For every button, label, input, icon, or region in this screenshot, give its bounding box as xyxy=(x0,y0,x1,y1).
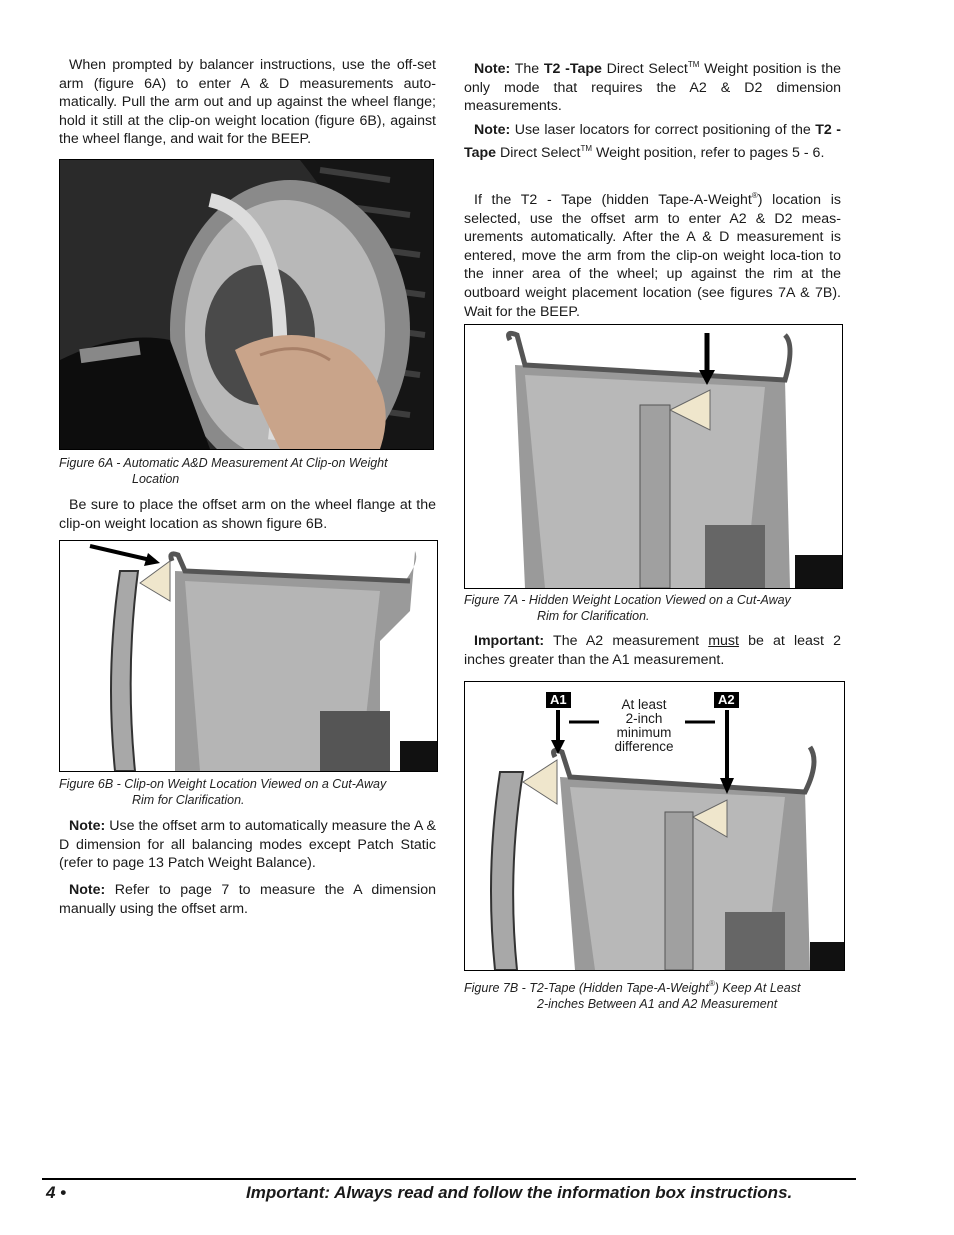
important-text: be at least 2 inches greater than the A1 measurement. xyxy=(464,633,841,668)
caption-line: Figure 7A - Hidden Weight Location Viewed on a Cut-Away xyxy=(464,593,791,607)
registered-symbol: ® xyxy=(708,979,715,988)
caption-line: 2-inches Between A1 and A2 Measurement xyxy=(537,997,778,1011)
note-line: minimum xyxy=(616,725,672,740)
paragraph: When prompted by balancer instructions, use the off-set arm (figure 6A) to enter A & D measurements auto-matically. Pull the arm out and up against the wheel flange; hold it still at the clip-on weight location (figure 6B), against the wheel flange, and wait for the BEEP. xyxy=(59,57,436,148)
figure-6b-photo xyxy=(59,540,438,772)
page-number: 4 • xyxy=(46,1183,67,1202)
note-label: Note: xyxy=(69,882,106,898)
registered-symbol: ® xyxy=(751,191,758,200)
important-underline: must xyxy=(708,633,739,649)
note-text: Direct Select xyxy=(601,61,688,77)
figure-6a-photo xyxy=(59,159,434,450)
a2-label: A2 xyxy=(714,692,739,708)
right-para-3 xyxy=(464,187,841,321)
caption-text: Figure 7B - T2-Tape (Hidden Tape-A-Weight xyxy=(464,981,709,995)
caption-line: Rim for Clarification. xyxy=(537,609,650,623)
right-note-3 xyxy=(464,56,841,116)
figure-6a-image xyxy=(60,160,433,449)
left-note-1 xyxy=(59,817,436,873)
note-text: Weight position, refer to pages 5 - 6. xyxy=(592,144,825,161)
right-important xyxy=(464,632,841,669)
caption-line: Rim for Clarification. xyxy=(132,793,245,807)
note-line: 2-inch xyxy=(625,711,663,726)
note-line: difference xyxy=(614,739,674,754)
note-text: The xyxy=(510,61,544,77)
caption-line: Figure 6A - Automatic A&D Measurement At Clip-on Weight xyxy=(59,456,388,470)
figure-6b-image xyxy=(60,541,437,771)
minimum-difference-note xyxy=(600,698,688,754)
important-text: The A2 measurement xyxy=(544,633,709,649)
note-text: Use the offset arm to automatically measure the A & D dimension for all balancing modes except Patch Static (refer to page 13 Patch Weight Balance). xyxy=(59,818,436,872)
right-note-4 xyxy=(464,121,841,162)
paragraph-text: If the T2 - Tape (hidden Tape-A-Weight xyxy=(474,192,752,208)
paragraph: Be sure to place the offset arm on the wheel flange at the clip-on weight location as shown figure 6B. xyxy=(59,497,436,532)
figure-6a-caption xyxy=(59,455,439,487)
footer-rule xyxy=(42,1178,856,1180)
a1-label: A1 xyxy=(546,692,571,708)
figure-7a-caption xyxy=(464,592,844,624)
note-text: Refer to page 7 to measure the A dimension manually using the offset arm. xyxy=(59,882,436,917)
caption-line: Figure 6B - Clip-on Weight Location Viewed on a Cut-Away xyxy=(59,777,387,791)
left-para-1 xyxy=(59,56,436,149)
note-label: Note: xyxy=(474,61,511,77)
trademark-symbol: TM xyxy=(687,60,700,69)
figure-7b-photo xyxy=(464,681,845,971)
note-bold: T2 -Tape xyxy=(464,122,841,161)
left-para-2 xyxy=(59,496,436,533)
note-line: At least xyxy=(621,697,667,712)
footer-text: Important: Always read and follow the information box instructions. xyxy=(246,1183,793,1202)
note-label: Note: xyxy=(474,122,511,138)
note-text: Weight position is the only mode that requires the A2 & D2 dimension measurements. xyxy=(464,61,841,115)
note-text: Use laser locators for correct positioning of the xyxy=(510,122,816,138)
figure-6b-caption xyxy=(59,776,439,808)
caption-text: ) Keep At Least xyxy=(714,981,801,995)
caption-line: Location xyxy=(132,472,180,486)
note-bold: T2 -Tape xyxy=(543,61,602,77)
important-label: Important: xyxy=(474,633,545,649)
trademark-symbol: TM xyxy=(580,143,592,153)
left-note-2 xyxy=(59,881,436,918)
note-text: Direct Select xyxy=(496,144,581,161)
figure-7b-caption xyxy=(464,976,844,1012)
paragraph-text: ) location is selected, use the offset arm to enter A2 & D2 meas-urements automatically. After the A & D measurement is entered, move the arm from the clip-on weight loca-tion to the inner area of the wheel; up against the rim at the outboard weight placement location (see figures 7A & 7B). Wait for the BEEP. xyxy=(464,192,841,320)
note-label: Note: xyxy=(69,818,106,834)
figure-7a-photo xyxy=(464,324,843,589)
figure-7a-image xyxy=(465,325,842,588)
